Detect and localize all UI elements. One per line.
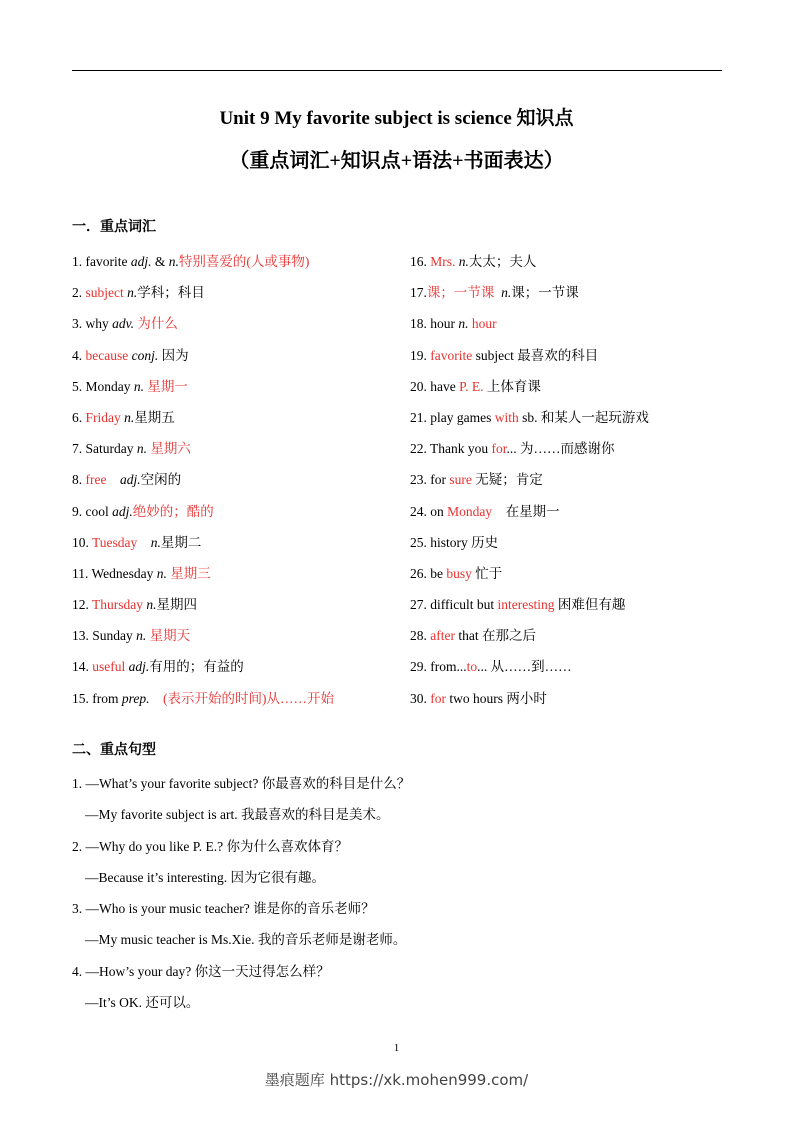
sentence-question: 1. —What’s your favorite subject? 你最喜欢的科目是什么？ bbox=[72, 776, 411, 791]
vocabulary-column-right bbox=[410, 246, 649, 714]
vocab-item: 16. Mrs. n.太太；夫人 bbox=[410, 254, 537, 269]
sentence-answer: —My music teacher is Ms.Xie. 我的音乐老师是谢老师。 bbox=[85, 932, 407, 948]
vocab-item: 18. hour n. hour bbox=[410, 316, 497, 332]
vocab-item: 17.课；一节课 n.课；一节课 bbox=[410, 285, 579, 301]
vocab-item: 11. Wednesday n. 星期三 bbox=[72, 565, 211, 581]
vocab-item: 4. because conj. 因为 bbox=[72, 347, 189, 363]
sentence-question: 2. —Why do you like P. E.? 你为什么喜欢体育？ bbox=[72, 838, 348, 854]
sentence-question: 3. —Who is your music teacher? 谁是你的音乐老师？ bbox=[72, 901, 375, 917]
vocab-item: 23. for sure 无疑；肯定 bbox=[410, 472, 543, 488]
vocab-item: 12. Thursday n.星期四 bbox=[72, 597, 198, 613]
sentence-question: 4. —How’s your day? 你这一天过得怎么样？ bbox=[72, 963, 330, 979]
vocab-item: 21. play games with sb. 和某人一起玩游戏 bbox=[410, 409, 649, 425]
vocab-item: 19. favorite subject 最喜欢的科目 bbox=[410, 347, 599, 363]
sentence-answer: —It’s OK. 还可以。 bbox=[85, 995, 200, 1011]
vocab-item: 13. Sunday n. 星期天 bbox=[72, 628, 191, 644]
sentence-answer: —My favorite subject is art. 我最喜欢的科目是美术。 bbox=[85, 807, 390, 823]
section-heading-vocabulary: 一．重点词汇 bbox=[72, 219, 156, 235]
vocab-item: 6. Friday n.星期五 bbox=[72, 409, 175, 425]
vocab-item: 27. difficult but interesting 困难但有趣 bbox=[410, 597, 626, 613]
section-heading-sentences: 二、重点句型 bbox=[72, 742, 156, 758]
footer-watermark: 墨痕题库 https://xk.mohen999.com/ bbox=[264, 1071, 529, 1089]
vocab-item: 1. favorite adj. & n.特别喜爱的(人或事物) bbox=[72, 254, 310, 269]
vocab-item: 3. why adv. 为什么 bbox=[72, 316, 178, 332]
vocab-item: 10. Tuesday n.星期二 bbox=[72, 534, 202, 550]
top-rule bbox=[72, 70, 722, 71]
vocab-item: 28. after that 在那之后 bbox=[410, 628, 536, 644]
document-subtitle: （重点词汇+知识点+语法+书面表达） bbox=[229, 150, 564, 172]
vocab-item: 2. subject n.学科；科目 bbox=[72, 285, 205, 301]
document-title: Unit 9 My favorite subject is science 知识点 bbox=[219, 108, 574, 129]
sentence-answer: —Because it’s interesting. 因为它很有趣。 bbox=[85, 869, 325, 885]
key-sentences bbox=[72, 768, 410, 1018]
vocab-item: 14. useful adj.有用的；有益的 bbox=[72, 659, 244, 675]
vocab-item: 7. Saturday n. 星期六 bbox=[72, 441, 191, 457]
vocab-item: 30. for two hours 两小时 bbox=[410, 690, 547, 706]
vocab-item: 8. free adj.空闲的 bbox=[72, 472, 182, 488]
vocabulary-column-left bbox=[72, 246, 334, 714]
vocab-item: 26. be busy 忙于 bbox=[410, 565, 503, 581]
vocab-item: 25. history 历史 bbox=[410, 534, 499, 550]
vocab-item: 22. Thank you for... 为……而感谢你 bbox=[410, 441, 615, 457]
vocab-item: 15. from prep. (表示开始的时间)从……开始 bbox=[72, 690, 334, 706]
vocab-item: 20. have P. E. 上体育课 bbox=[410, 378, 541, 394]
vocab-item: 24. on Monday 在星期一 bbox=[410, 503, 560, 519]
page-number: 1 bbox=[393, 1042, 400, 1054]
vocab-item: 29. from...to... 从……到…… bbox=[410, 659, 572, 675]
vocab-item: 9. cool adj.绝妙的；酷的 bbox=[72, 503, 214, 519]
vocab-item: 5. Monday n. 星期一 bbox=[72, 378, 188, 394]
